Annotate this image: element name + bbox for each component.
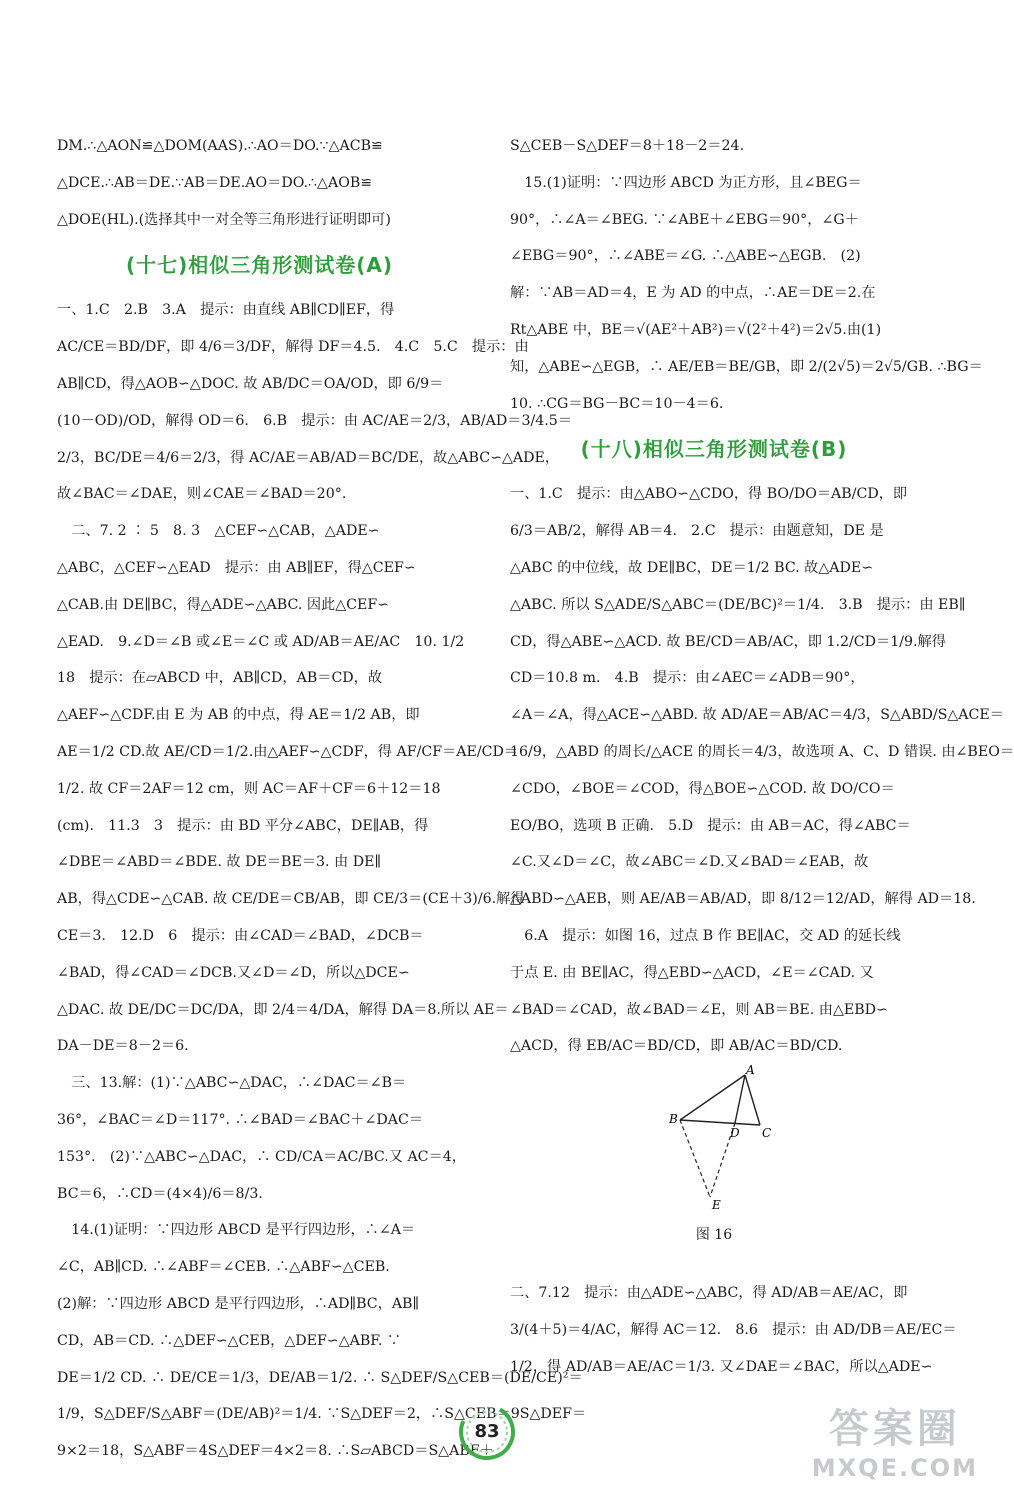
text-line: ∠EBG＝90°，∴∠ABE＝∠G. ∴△ABE∽△EGB. (2) xyxy=(510,248,861,265)
text-line: 90°，∴∠A＝∠BEG. ∵∠ABE＋∠EBG＝90°，∠G＋ xyxy=(510,211,859,228)
text-line: (10－OD)/OD，解得 OD＝6. 6.B 提示：由 AC/AE＝2/3，AB/AD＝3/4.5＝ xyxy=(57,412,573,429)
text-line: (cm). 11.3 3 提示：由 BD 平分∠ABC，DE∥AB，得 xyxy=(57,817,429,834)
text-line: △ABC. 所以 S△ADE/S△ABC＝(DE/BC)²＝1/4. 3.B 提示：由 EB∥ xyxy=(510,596,966,613)
text-line: AC/CE＝BD/DF，即 4/6＝3/DF，解得 DF＝4.5. 4.C 5.C 提示：由 xyxy=(57,339,529,356)
text-line: 1/2. 故 CF＝2AF＝12 cm，则 AC＝AF＋CF＝6＋12＝18 xyxy=(57,780,441,797)
text-line: ∠C，AB∥CD. ∴∠ABF＝∠CEB. ∴△ABF∽△CEB. xyxy=(57,1259,390,1276)
text-line: 6/3＝AB/2，解得 AB＝4. 2.C 提示：由题意知，DE 是 xyxy=(510,523,884,540)
text-line: CE＝3. 12.D 6 提示：由∠CAD＝∠BAD，∠DCB＝ xyxy=(57,927,424,944)
text-line: △DOE(HL).(选择其中一对全等三角形进行证明即可) xyxy=(57,211,391,228)
page-number-badge xyxy=(455,1400,519,1464)
left-intro xyxy=(57,128,462,238)
label-c: C xyxy=(762,1126,772,1141)
text-line: △DCE.∴AB＝DE.∵AB＝DE.AO＝DO.∴△AOB≌ xyxy=(57,174,373,191)
text-line: AB∥CD，得△AOB∽△DOC. 故 AB/DC＝OA/OD，即 6/9＝ xyxy=(57,375,444,392)
page-number: 83 xyxy=(474,1421,500,1442)
text-line: ∠BAD＝∠CAD，故∠BAD＝∠E，则 AB＝BE. 由△EBD∽ xyxy=(510,1001,888,1018)
text-line: CD，得△ABE∽△ACD. 故 BE/CD＝AB/AC，即 1.2/CD＝1/9.解得 xyxy=(510,633,946,650)
text-line: ∠A＝∠A，得△ACE∽△ABD. 故 AD/AE＝AB/AC＝4/3，S△ABD/S△ACE＝ xyxy=(510,707,1004,724)
label-b: B xyxy=(669,1112,678,1127)
text-line: 18 提示：在▱ABCD 中，AB∥CD，AB＝CD，故 xyxy=(57,670,383,687)
right-column xyxy=(510,128,1014,1386)
text-line: △ABC，△CEF∽△EAD 提示：由 AB∥EF，得△CEF∽ xyxy=(57,559,416,576)
text-line: 10. ∴CG＝BG－BC＝10－4＝6. xyxy=(510,395,724,412)
text-line: 二、7.12 提示：由△ADE∽△ABC，得 AD/AB＝AE/AC，即 xyxy=(510,1285,908,1302)
segment-ad xyxy=(735,1075,745,1123)
figure-16 xyxy=(510,1065,918,1215)
text-line: EO/BO，选项 B 正确. 5.D 提示：由 AB＝AC，得∠ABC＝ xyxy=(510,817,911,834)
segment-bc xyxy=(680,1120,760,1125)
text-line: △CAB.由 DE∥BC，得△ADE∽△ABC. 因此△CEF∽ xyxy=(57,596,390,613)
text-line: △ABC 的中位线，故 DE∥BC，DE＝1/2 BC. 故△ADE∽ xyxy=(510,559,874,576)
text-line: 36°，∠BAC＝∠D＝117°. ∴∠BAD＝∠BAC＋∠DAC＝ xyxy=(57,1111,424,1128)
text-line: ∠CDO，∠BOE＝∠COD，得△BOE∽△COD. 故 DO/CO＝ xyxy=(510,780,895,797)
label-e: E xyxy=(712,1198,721,1213)
text-line: 于点 E. 由 BE∥AC，得△EBD∽△ACD，∠E＝∠CAD. 又 xyxy=(510,964,874,981)
text-line: 15.(1)证明：∵四边形 ABCD 为正方形，且∠BEG＝ xyxy=(510,174,862,191)
text-line: AE＝1/2 CD.故 AE/CD＝1/2.由△AEF∽△CDF，得 AF/CF＝AE/CD＝ xyxy=(57,743,519,760)
text-line: AB，得△CDE∽△CAB. 故 CE/DE＝CB/AB，即 CE/3＝(CE＋3)/6.解得 xyxy=(57,891,525,908)
text-line: 一、1.C 提示：由△ABO∽△CDO，得 BO/DO＝AB/CD，即 xyxy=(510,486,908,503)
text-line: 三、13.解：(1)∵△ABC∽△DAC，∴∠DAC＝∠B＝ xyxy=(57,1075,407,1092)
text-line: △AEF∽△CDF.由 E 为 AB 的中点，得 AE＝1/2 AB，即 xyxy=(57,707,420,724)
text-line: S△CEB－S△DEF＝8＋18－2＝24. xyxy=(510,138,745,154)
text-line: DM.∴△AON≌△DOM(AAS).∴AO＝DO.∵△ACB≌ xyxy=(57,138,383,154)
text-line: 1/9，S△DEF/S△ABF＝(DE/AB)²＝1/4. ∵S△DEF＝2，∴S△CEB＝9S△DEF＝ xyxy=(57,1406,587,1423)
text-line: 故∠BAC＝∠DAE，则∠CAE＝∠BAD＝20°. xyxy=(57,486,347,503)
text-line: ∠BAD，得∠CAD＝∠DCB.又∠D＝∠D，所以△DCE∽ xyxy=(57,964,410,981)
text-line: ∠DBE＝∠ABD＝∠BDE. 故 DE＝BE＝3. 由 DE∥ xyxy=(57,854,382,871)
text-line: (2)解：∵四边形 ABCD 是平行四边形，∴AD∥BC，AB∥ xyxy=(57,1295,420,1312)
figure-caption: 图 16 xyxy=(695,1227,733,1244)
triangle-diagram xyxy=(660,1065,780,1215)
text-line: 16/9，△ABD 的周长/△ACE 的周长＝4/3，故选项 A、C、D 错误. 由∠BEO＝ xyxy=(510,743,1014,760)
text-line: △ACD，得 EB/AC＝BD/CD，即 AB/AC＝BD/CD. xyxy=(510,1038,843,1055)
segment-be xyxy=(680,1120,710,1197)
right-body xyxy=(510,476,1014,1065)
text-line: 9×2＝18，S△ABF＝4S△DEF＝4×2＝8. ∴S▱ABCD＝S△ABF＋ xyxy=(57,1443,494,1460)
text-line: CD，AB＝CD. ∴△DEF∽△CEB，△DEF∽△ABF. ∵ xyxy=(57,1332,402,1349)
segment-ab xyxy=(680,1075,745,1120)
section-heading-18: (十八)相似三角形测试卷(B) xyxy=(580,437,848,462)
text-line: Rt△ABE 中，BE＝√(AE²＋AB²)＝√(2²＋4²)＝2√5.由(1) xyxy=(510,321,882,338)
text-line: △EAD. 9.∠D＝∠B 或∠E＝∠C 或 AD/AB＝AE/AC 10. 1/2 xyxy=(57,633,465,650)
text-line: 知，△ABE∽△EGB，∴ AE/EB＝BE/GB，即 2/(2√5)＝2√5/GB. ∴BG＝ xyxy=(510,358,983,375)
text-line: BC＝6，∴CD＝(4×4)/6＝8/3. xyxy=(57,1185,263,1202)
text-line: 解：∵AB＝AD＝4，E 为 AD 的中点，∴AE＝DE＝2.在 xyxy=(510,285,876,302)
text-line: 14.(1)证明：∵四边形 ABCD 是平行四边形，∴∠A＝ xyxy=(57,1222,416,1239)
text-line: DA－DE＝8－2＝6. xyxy=(57,1038,189,1055)
watermark xyxy=(812,1397,978,1482)
label-a: A xyxy=(746,1063,755,1078)
section-heading-17: (十七)相似三角形测试卷(A) xyxy=(125,253,394,278)
text-line: DE＝1/2 CD. ∴ DE/CE＝1/3，DE/AB＝1/2. ∴ S△DEF/S△CEB＝(DE/CE)²＝ xyxy=(57,1369,583,1386)
text-line: △DAC. 故 DE/DC＝DC/DA，即 2/4＝4/DA，解得 DA＝8.所以 AE＝ xyxy=(57,1001,509,1018)
text-line: 6.A 提示：如图 16，过点 B 作 BE∥AC，交 AD 的延长线 xyxy=(510,927,901,944)
left-column xyxy=(57,128,587,1470)
left-body xyxy=(57,292,587,1470)
text-line: 一、1.C 2.B 3.A 提示：由直线 AB∥CD∥EF，得 xyxy=(57,302,395,319)
text-line: ∠C.又∠D＝∠C，故∠ABC＝∠D.又∠BAD＝∠EAB，故 xyxy=(510,854,869,871)
right-tail xyxy=(510,1275,957,1385)
text-line: 2/3，BC/DE＝4/6＝2/3，得 AC/AE＝AB/AD＝BC/DE，故△ABC∽△ADE， xyxy=(57,449,560,466)
text-line: △ABD∽△AEB，则 AE/AB＝AB/AD，即 8/12＝12/AD，解得 AD＝18. xyxy=(510,891,976,908)
text-line: 153°. (2)∵△ABC∽△DAC，∴ CD/CA＝AC/BC.又 AC＝4， xyxy=(57,1148,466,1165)
watermark-url: MXQE.COM xyxy=(811,1454,978,1482)
watermark-logo-text: 答案圈 xyxy=(828,1406,961,1452)
label-d: D xyxy=(730,1126,740,1141)
text-line: 二、7. 2 ∶ 5 8. 3 △CEF∽△CAB，△ADE∽ xyxy=(57,523,380,540)
text-line: CD＝10.8 m. 4.B 提示：由∠AEC＝∠ADB＝90°， xyxy=(510,670,865,687)
text-line: 1/2，得 AD/AB＝AE/AC＝1/3. 又∠DAE＝∠BAC，所以△ADE∽ xyxy=(510,1358,933,1375)
text-line: 3/(4＋5)＝4/AC，解得 AC＝12. 8.6 提示：由 AD/DB＝AE/EC＝ xyxy=(510,1321,957,1338)
segment-ac xyxy=(745,1075,760,1125)
right-intro xyxy=(510,128,983,422)
